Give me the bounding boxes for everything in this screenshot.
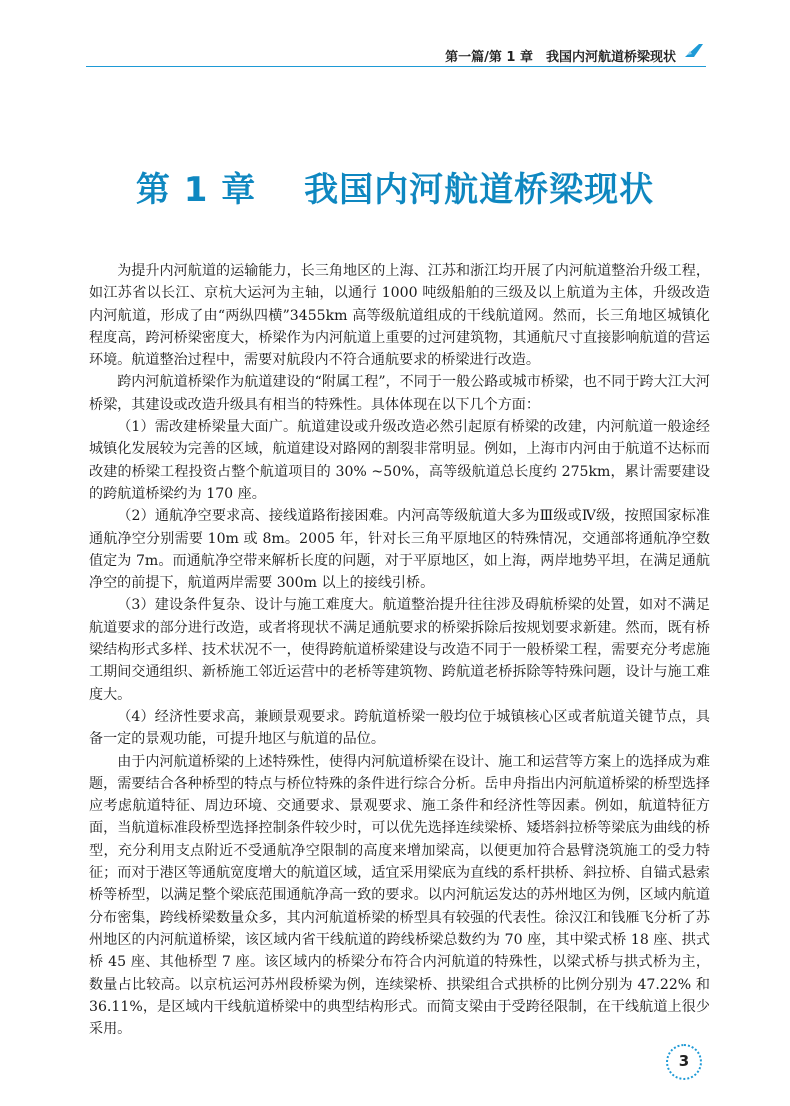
running-title: 第一篇/第 1 章 我国内河航道桥梁现状 [445, 50, 676, 65]
paragraph: 由于内河航道桥梁的上述特殊性，使得内河航道桥梁在设计、施工和运营等方案上的选择成为难题，需要结合各种桥型的特点与桥位特殊的条件进行综合分析。岳申舟指出内河航道桥梁的桥型选择应考虑航道特征、周边环境、交通要求、景观要求、施工条件和经济性等因素。例如，航道特征方面，当航道标准段桥型选择控制条件较少时，可以优先选择连续梁桥、矮塔斜拉桥等梁底为曲线的桥型，充分利用支点附近不受通航净空限制的高度来增加梁高，以便更加符合悬臂浇筑施工的受力特征；而对于港区等通航宽度增大的航道区域，适宜采用梁底为直线的系杆拱桥、斜拉桥、自锚式悬索桥等桥型，以满足整个梁底范围通航净高一致的要求。以内河航运发达的苏州地区为例，区域内航道分布密集，跨线桥梁数量众多，其内河航道桥梁的桥型具有较强的代表性。徐汉江和钱雁飞分析了苏州地区的内河航道桥梁，该区域内省干线航道的跨线桥梁总数约为 70 座，其中梁式桥 18 座、拱式桥 45 座、其他桥型 7 座。该区域内的桥梁分布符合内河航道的特殊性，以梁式桥与拱式桥为主，数量占比较高。以京杭运河苏州段桥梁为例，连续梁桥、拱梁组合式拱桥的比例分别为 47.22% 和 36.11%，是区域内干线航道桥梁中的典型结构形式。而简支梁由于受跨径限制，在干线航道上很少采用。 [89, 753, 710, 1038]
pen-check-icon [684, 42, 704, 60]
paragraph: （1）需改建桥梁量大面广。航道建设或升级改造必然引起原有桥梁的改建，内河航道一般途经城镇化发展较为完善的区域，航道建设对路网的割裂非常明显。例如，上海市内河由于航道不达标而改建的桥梁工程投资占整个航道项目的 30% ~50%，高等级航道总长度约 275km，累计需要建设的跨航道桥梁约为 170 座。 [89, 419, 710, 502]
paragraph: 为提升内河航道的运输能力，长三角地区的上海、江苏和浙江均开展了内河航道整治升级工程，如江苏省以长江、京杭大运河为主轴，以通行 1000 吨级船舶的三级及以上航道为主体，升级改造内河航道，形成了由“两纵四横”3455km 高等级航道组成的干线航道网。然而，长三角地区城镇化程度高，跨河桥梁密度大，桥梁作为内河航道上重要的过河建筑物，其通航尺寸直接影响航道的营运环境。航道整治过程中，需要对航段内不符合通航要求的桥梁进行改造。 [89, 263, 710, 369]
paragraph: 跨内河航道桥梁作为航道建设的“附属工程”，不同于一般公路或城市桥梁，也不同于跨大江大河桥梁，其建设或改造升级具有相当的特殊性。具体体现在以下几个方面： [89, 374, 710, 413]
paragraph: （3）建设条件复杂、设计与施工难度大。航道整治提升往往涉及碍航桥梁的处置，如对不满足航道要求的部分进行改造，或者将现状不满足通航要求的桥梁拆除后按规划要求新建。然而，既有桥梁结构形式多样、技术状况不一，使得跨航道桥梁建设与改造不同于一般桥梁工程，需要充分考虑施工期间交通组织、新桥施工邻近运营中的老桥等建筑物、跨航道老桥拆除等特殊问题，设计与施工难度大。 [89, 597, 710, 703]
running-header [86, 38, 706, 67]
page-number: 3 [666, 1044, 702, 1080]
body-text [89, 260, 710, 1040]
paragraph: （4）经济性要求高，兼顾景观要求。跨航道桥梁一般均位于城镇核心区或者航道关键节点，具备一定的景观功能，可提升地区与航道的品位。 [89, 708, 710, 748]
paragraph: （2）通航净空要求高、接线道路衔接困难。内河高等级航道大多为Ⅲ级或Ⅳ级，按照国家标准通航净空分别需要 10m 或 8m。2005 年，针对长三角平原地区的特殊情况，交通部将通航净空数值定为 7m。而通航净空带来解析长度的问题，对于平原地区，如上海，两岸地势平坦，在满足通航净空的前提下，航道两岸需要 300m 以上的接线引桥。 [89, 508, 710, 592]
chapter-title: 第 1 章 我国内河航道桥梁现状 [135, 170, 655, 210]
